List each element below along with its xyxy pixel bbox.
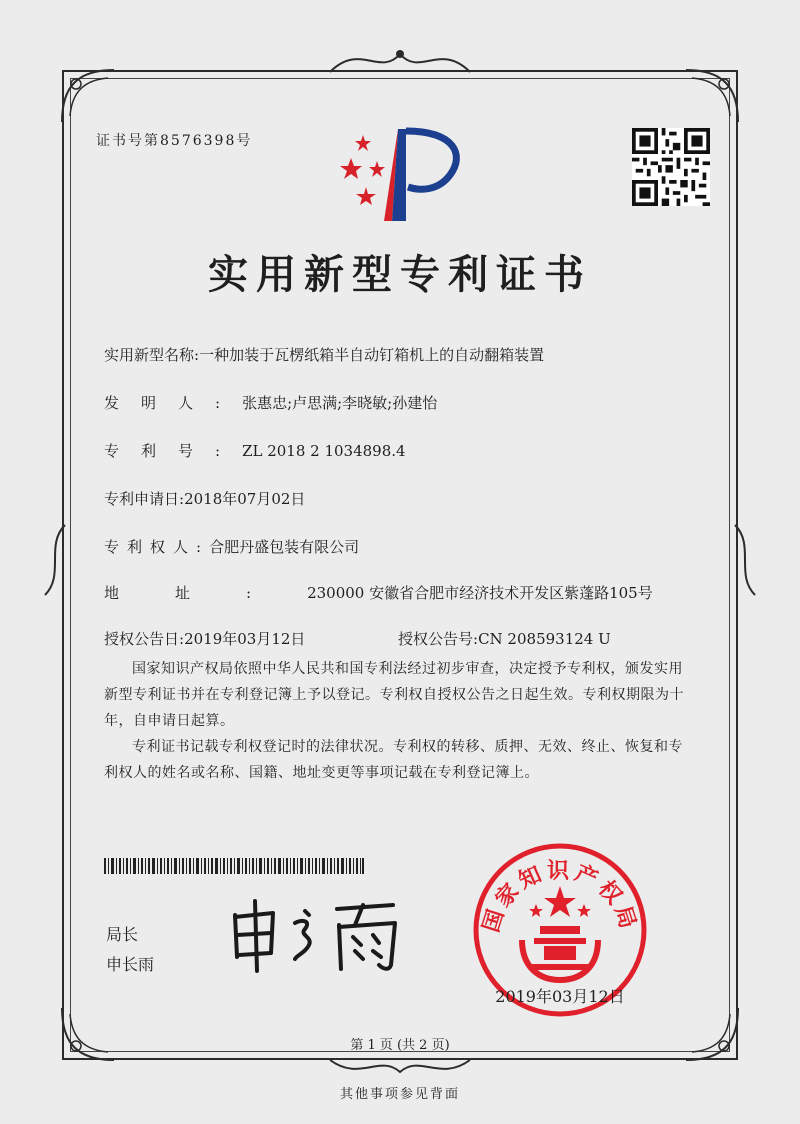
seal-date: 2019年03月12日 — [495, 987, 625, 1006]
ornament-top-right — [682, 66, 742, 126]
field-label: 专利申请日: — [104, 490, 185, 508]
field-utility-model-name — [104, 344, 544, 365]
field-grant-date — [104, 628, 305, 649]
certificate-title: 实用新型专利证书 — [208, 251, 592, 298]
field-filing-date — [104, 488, 305, 509]
seal-text: 国家知识产权局 — [478, 859, 642, 936]
field-label: 地址: — [104, 584, 308, 602]
ornament-left-middle — [40, 520, 70, 600]
field-value: ZL 2018 2 1034898.4 — [242, 442, 406, 460]
field-label: 实用新型名称: — [104, 346, 200, 364]
director-title: 局长 — [106, 925, 139, 944]
field-inventor — [104, 392, 437, 413]
barcode — [104, 858, 364, 874]
director-signature — [225, 895, 415, 975]
field-address — [104, 582, 653, 603]
page-number: 第 1 页 (共 2 页) — [350, 1038, 450, 1053]
field-value: 合肥丹盛包装有限公司 — [209, 538, 360, 556]
patent-office-logo — [340, 125, 470, 225]
ornament-top-center — [320, 42, 480, 82]
field-label: 专利号: — [104, 442, 243, 460]
field-label: 授权公告号: — [398, 630, 479, 648]
field-value: 一种加装于瓦楞纸箱半自动钉箱机上的自动翻箱装置 — [199, 346, 545, 364]
field-grant-number — [398, 628, 611, 649]
certificate-number: 证书号第8576398号 — [96, 133, 253, 149]
statement-paragraph-1: 国家知识产权局依照中华人民共和国专利法经过初步审查，决定授予专利权，颁发实用新型专利证书并在专利登记簿上予以登记。专利权自授权公告之日起生效。专利权期限为十年，自申请日起算。 — [104, 661, 684, 729]
field-value: CN 208593124 U — [478, 630, 611, 648]
qr-code — [632, 128, 710, 206]
field-value: 张惠忠;卢思满;李晓敏;孙建怡 — [242, 394, 438, 412]
field-label: 发明人: — [104, 394, 243, 412]
ornament-bottom-center — [320, 1052, 480, 1082]
director-name: 申长雨 — [106, 955, 155, 974]
ornament-top-left — [58, 66, 118, 126]
field-label: 专利权人: — [104, 538, 210, 556]
field-value: 230000 安徽省合肥市经济技术开发区紫蓬路105号 — [307, 584, 653, 602]
field-patent-number — [104, 440, 406, 461]
field-value: 2019年03月12日 — [184, 630, 306, 648]
field-patentee — [104, 536, 359, 557]
statement-paragraph-2: 专利证书记载专利权登记时的法律状况。专利权的转移、质押、无效、终止、恢复和专利权人的姓名或名称、国籍、地址变更等事项记载在专利登记簿上。 — [104, 739, 683, 781]
ornament-right-middle — [730, 520, 760, 600]
footer-note: 其他事项参见背面 — [339, 1087, 460, 1102]
field-label: 授权公告日: — [104, 630, 185, 648]
field-value: 2018年07月02日 — [184, 490, 306, 508]
